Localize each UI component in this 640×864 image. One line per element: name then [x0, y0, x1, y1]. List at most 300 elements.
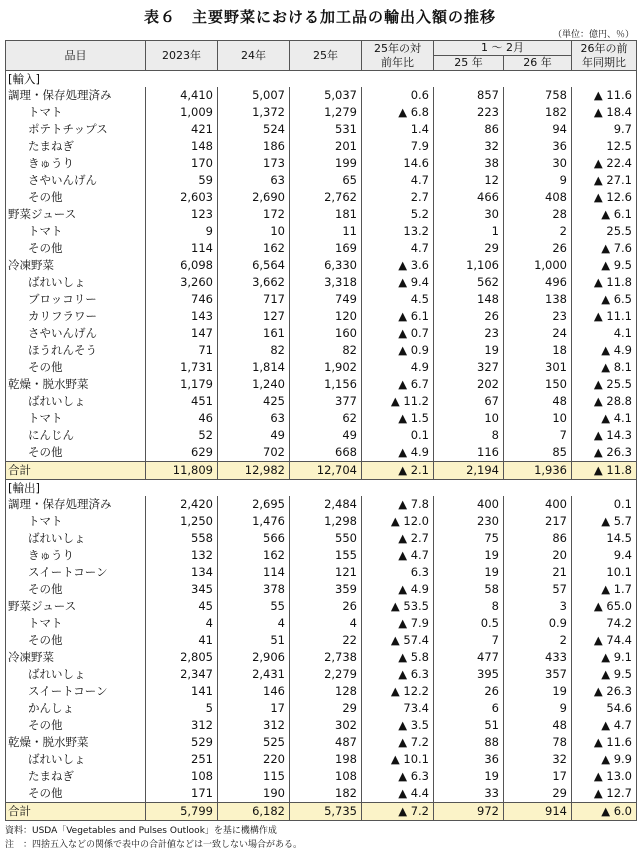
table-row [6, 513, 637, 530]
header-jf-yoy-line1: 26年の前 [580, 41, 628, 55]
cell-value: ▲ 4.4 [362, 785, 434, 803]
cell-value: 758 [504, 87, 572, 104]
cell-value: 26 [434, 683, 504, 700]
cell-value: ▲ 6.3 [362, 666, 434, 683]
cell-value: ▲ 4.1 [572, 410, 637, 427]
footnote: 注 ：四捨五入などの関係で表中の合計値などは一致しない場合がある。 [5, 840, 303, 850]
cell-value: 400 [504, 496, 572, 513]
cell-value: ▲ 1.7 [572, 581, 637, 598]
cell-value: 1,936 [504, 462, 572, 480]
cell-value: 562 [434, 274, 504, 291]
cell-value: 0.6 [362, 87, 434, 104]
cell-value: ▲ 5.7 [572, 513, 637, 530]
cell-value: 12.5 [572, 138, 637, 155]
cell-value: 10 [218, 223, 290, 240]
row-label: トマト [6, 104, 146, 121]
table-row [6, 155, 637, 172]
table-row [6, 751, 637, 768]
cell-value: ▲ 4.9 [362, 444, 434, 462]
row-label: ブロッコリー [6, 291, 146, 308]
table-row [6, 683, 637, 700]
cell-value: 4 [146, 615, 218, 632]
row-label: ほうれんそう [6, 342, 146, 359]
cell-value: 1,902 [290, 359, 362, 376]
cell-value: 121 [290, 564, 362, 581]
cell-value: 566 [218, 530, 290, 547]
cell-value: 57 [504, 581, 572, 598]
cell-value: ▲ 4.9 [362, 581, 434, 598]
cell-value: 170 [146, 155, 218, 172]
row-label: その他 [6, 785, 146, 803]
cell-value: 7 [434, 632, 504, 649]
cell-value: 4.1 [572, 325, 637, 342]
cell-value: 1,009 [146, 104, 218, 121]
cell-value: 1,476 [218, 513, 290, 530]
table-row [6, 717, 637, 734]
cell-value: 1.4 [362, 121, 434, 138]
cell-value: 162 [218, 547, 290, 564]
cell-value: 312 [218, 717, 290, 734]
cell-value: 9 [504, 172, 572, 189]
cell-value: ▲ 10.1 [362, 751, 434, 768]
cell-value: 172 [218, 206, 290, 223]
cell-value: 378 [218, 581, 290, 598]
cell-value: 120 [290, 308, 362, 325]
cell-value: 162 [218, 240, 290, 257]
cell-value: 2,279 [290, 666, 362, 683]
cell-value: 75 [434, 530, 504, 547]
cell-value: 9 [504, 700, 572, 717]
cell-value: 23 [504, 308, 572, 325]
row-label: きゅうり [6, 547, 146, 564]
header-item: 品目 [6, 41, 146, 71]
cell-value: ▲ 7.2 [362, 734, 434, 751]
cell-value: 7 [504, 427, 572, 444]
cell-value: 4.7 [362, 240, 434, 257]
cell-value: 22 [290, 632, 362, 649]
cell-value: 12,704 [290, 462, 362, 480]
cell-value: 21 [504, 564, 572, 581]
cell-value: 0.1 [362, 427, 434, 444]
cell-value: ▲ 6.3 [362, 768, 434, 785]
row-label: スイートコーン [6, 683, 146, 700]
cell-value: 202 [434, 376, 504, 393]
cell-value: ▲ 65.0 [572, 598, 637, 615]
cell-value: 746 [146, 291, 218, 308]
cell-value: 58 [434, 581, 504, 598]
cell-value: 524 [218, 121, 290, 138]
cell-value: 41 [146, 632, 218, 649]
cell-value: 359 [290, 581, 362, 598]
export-section-label: [輸出] [6, 480, 637, 497]
cell-value: 173 [218, 155, 290, 172]
cell-value: ▲ 12.6 [572, 189, 637, 206]
row-label: その他 [6, 189, 146, 206]
cell-value: ▲ 22.4 [572, 155, 637, 172]
cell-value: 400 [434, 496, 504, 513]
table-row [6, 547, 637, 564]
table-row [6, 734, 637, 751]
cell-value: 26 [290, 598, 362, 615]
cell-value: 26 [434, 308, 504, 325]
table-row [6, 257, 637, 274]
cell-value: 2,347 [146, 666, 218, 683]
cell-value: 19 [434, 768, 504, 785]
cell-value: 4.5 [362, 291, 434, 308]
cell-value: 357 [504, 666, 572, 683]
cell-value: ▲ 11.2 [362, 393, 434, 410]
cell-value: 2,690 [218, 189, 290, 206]
table-row [6, 342, 637, 359]
cell-value: ▲ 6.5 [572, 291, 637, 308]
row-label: トマト [6, 615, 146, 632]
cell-value: 550 [290, 530, 362, 547]
cell-value: 201 [290, 138, 362, 155]
cell-value: 1,250 [146, 513, 218, 530]
cell-value: 230 [434, 513, 504, 530]
cell-value: 2,695 [218, 496, 290, 513]
cell-value: 302 [290, 717, 362, 734]
cell-value: 6,330 [290, 257, 362, 274]
cell-value: 531 [290, 121, 362, 138]
cell-value: 3,260 [146, 274, 218, 291]
cell-value: 251 [146, 751, 218, 768]
cell-value: ▲ 25.5 [572, 376, 637, 393]
cell-value: 67 [434, 393, 504, 410]
cell-value: ▲ 11.8 [572, 462, 637, 480]
cell-value: ▲ 2.1 [362, 462, 434, 480]
cell-value: 45 [146, 598, 218, 615]
cell-value: 48 [504, 717, 572, 734]
cell-value: 52 [146, 427, 218, 444]
row-label: 合計 [6, 803, 146, 821]
cell-value: ▲ 9.4 [362, 274, 434, 291]
cell-value: ▲ 11.8 [572, 274, 637, 291]
source-note: 資料：USDA「Vegetables and Pulses Outlook」を基に機構作成 [5, 826, 277, 836]
cell-value: ▲ 6.1 [572, 206, 637, 223]
cell-value: 29 [290, 700, 362, 717]
cell-value: 138 [504, 291, 572, 308]
table-title: 表６ 主要野菜における加工品の輸出入額の推移 [143, 8, 496, 26]
cell-value: 377 [290, 393, 362, 410]
row-label: ばれいしょ [6, 751, 146, 768]
cell-value: 32 [504, 751, 572, 768]
cell-value: ▲ 7.8 [362, 496, 434, 513]
cell-value: 220 [218, 751, 290, 768]
header-yoy [362, 41, 434, 71]
cell-value: 114 [146, 240, 218, 257]
cell-value: 9.4 [572, 547, 637, 564]
cell-value: 18 [504, 342, 572, 359]
cell-value: 2.7 [362, 189, 434, 206]
export-section-row [6, 480, 637, 497]
cell-value: 86 [504, 530, 572, 547]
row-label: その他 [6, 632, 146, 649]
cell-value: 496 [504, 274, 572, 291]
cell-value: ▲ 11.1 [572, 308, 637, 325]
table-row [6, 325, 637, 342]
cell-value: 5 [146, 700, 218, 717]
row-label: 乾燥・脱水野菜 [6, 734, 146, 751]
cell-value: 717 [218, 291, 290, 308]
table-row [6, 564, 637, 581]
cell-value: 11,809 [146, 462, 218, 480]
table-row [6, 598, 637, 615]
cell-value: 0.9 [504, 615, 572, 632]
cell-value: 82 [218, 342, 290, 359]
cell-value: ▲ 14.3 [572, 427, 637, 444]
cell-value: ▲ 27.1 [572, 172, 637, 189]
cell-value: 198 [290, 751, 362, 768]
cell-value: ▲ 9.5 [572, 666, 637, 683]
cell-value: 14.5 [572, 530, 637, 547]
cell-value: 529 [146, 734, 218, 751]
cell-value: 30 [504, 155, 572, 172]
cell-value: 134 [146, 564, 218, 581]
header-yoy-line2: 前年比 [381, 55, 414, 69]
header-jf25: 25 年 [434, 56, 504, 71]
cell-value: 477 [434, 649, 504, 666]
row-label: スイートコーン [6, 564, 146, 581]
cell-value: 1,298 [290, 513, 362, 530]
cell-value: 127 [218, 308, 290, 325]
cell-value: 161 [218, 325, 290, 342]
cell-value: 668 [290, 444, 362, 462]
table-row [6, 768, 637, 785]
table-row [6, 530, 637, 547]
table-row [6, 274, 637, 291]
cell-value: ▲ 8.1 [572, 359, 637, 376]
cell-value: 108 [146, 768, 218, 785]
cell-value: 19 [434, 564, 504, 581]
row-label: ばれいしょ [6, 666, 146, 683]
table-row [6, 581, 637, 598]
cell-value: 141 [146, 683, 218, 700]
row-label: その他 [6, 581, 146, 598]
cell-value: 312 [146, 717, 218, 734]
cell-value: 181 [290, 206, 362, 223]
cell-value: 38 [434, 155, 504, 172]
cell-value: 629 [146, 444, 218, 462]
cell-value: ▲ 74.4 [572, 632, 637, 649]
cell-value: 972 [434, 803, 504, 821]
row-label: かんしょ [6, 700, 146, 717]
notes [5, 824, 302, 852]
cell-value: 1,179 [146, 376, 218, 393]
row-label: さやいんげん [6, 325, 146, 342]
header-2023: 2023年 [146, 41, 218, 71]
cell-value: 421 [146, 121, 218, 138]
cell-value: 88 [434, 734, 504, 751]
cell-value: ▲ 53.5 [362, 598, 434, 615]
cell-value: 11 [290, 223, 362, 240]
row-label: にんじん [6, 427, 146, 444]
cell-value: 914 [504, 803, 572, 821]
cell-value: 1,156 [290, 376, 362, 393]
cell-value: ▲ 26.3 [572, 683, 637, 700]
row-label: トマト [6, 513, 146, 530]
cell-value: 146 [218, 683, 290, 700]
row-label: さやいんげん [6, 172, 146, 189]
header-yoy-line1: 25年の対 [374, 41, 421, 55]
table-row [6, 427, 637, 444]
cell-value: 48 [504, 393, 572, 410]
cell-value: 182 [290, 785, 362, 803]
header-jf-yoy-line2: 年同期比 [582, 55, 626, 69]
cell-value: 2,738 [290, 649, 362, 666]
cell-value: 2 [504, 223, 572, 240]
cell-value: 73.4 [362, 700, 434, 717]
table-row [6, 496, 637, 513]
row-label: きゅうり [6, 155, 146, 172]
cell-value: 2,805 [146, 649, 218, 666]
cell-value: 82 [290, 342, 362, 359]
cell-value: 29 [434, 240, 504, 257]
table-row [6, 632, 637, 649]
cell-value: 14.6 [362, 155, 434, 172]
cell-value: 25.5 [572, 223, 637, 240]
cell-value: 63 [218, 172, 290, 189]
cell-value: 5.2 [362, 206, 434, 223]
row-label: 冷凍野菜 [6, 649, 146, 666]
row-label: ばれいしょ [6, 274, 146, 291]
table-row [6, 444, 637, 462]
cell-value: 4,410 [146, 87, 218, 104]
cell-value: ▲ 0.9 [362, 342, 434, 359]
row-label: ポテトチップス [6, 121, 146, 138]
cell-value: 19 [434, 547, 504, 564]
trade-table [5, 40, 637, 821]
cell-value: 171 [146, 785, 218, 803]
row-label: たまねぎ [6, 138, 146, 155]
cell-value: 433 [504, 649, 572, 666]
cell-value: ▲ 12.7 [572, 785, 637, 803]
row-label: 乾燥・脱水野菜 [6, 376, 146, 393]
cell-value: ▲ 9.5 [572, 257, 637, 274]
cell-value: 4.7 [362, 172, 434, 189]
cell-value: 3,662 [218, 274, 290, 291]
cell-value: 3 [504, 598, 572, 615]
cell-value: 148 [146, 138, 218, 155]
cell-value: 150 [504, 376, 572, 393]
cell-value: 26 [504, 240, 572, 257]
table-row [6, 666, 637, 683]
table-row [6, 104, 637, 121]
cell-value: 5,037 [290, 87, 362, 104]
table-row [6, 87, 637, 104]
cell-value: 4 [218, 615, 290, 632]
cell-value: 466 [434, 189, 504, 206]
table-row [6, 189, 637, 206]
cell-value: 49 [218, 427, 290, 444]
cell-value: 51 [434, 717, 504, 734]
cell-value: 525 [218, 734, 290, 751]
cell-value: 1,279 [290, 104, 362, 121]
table-row [6, 615, 637, 632]
cell-value: ▲ 7.2 [362, 803, 434, 821]
header-jf-yoy [572, 41, 637, 71]
cell-value: 5,735 [290, 803, 362, 821]
cell-value: 301 [504, 359, 572, 376]
table-row [6, 291, 637, 308]
cell-value: 19 [504, 683, 572, 700]
cell-value: 217 [504, 513, 572, 530]
header-jan-feb: 1 〜 2月 [434, 41, 572, 56]
cell-value: ▲ 9.9 [572, 751, 637, 768]
cell-value: 0.1 [572, 496, 637, 513]
cell-value: 169 [290, 240, 362, 257]
row-label: トマト [6, 223, 146, 240]
cell-value: 190 [218, 785, 290, 803]
cell-value: 2,906 [218, 649, 290, 666]
table-row [6, 785, 637, 803]
cell-value: 17 [218, 700, 290, 717]
cell-value: ▲ 0.7 [362, 325, 434, 342]
cell-value: 408 [504, 189, 572, 206]
cell-value: 8 [434, 598, 504, 615]
cell-value: 4.9 [362, 359, 434, 376]
cell-value: 2,762 [290, 189, 362, 206]
cell-value: 143 [146, 308, 218, 325]
table-row [6, 308, 637, 325]
cell-value: 395 [434, 666, 504, 683]
row-label: 冷凍野菜 [6, 257, 146, 274]
cell-value: ▲ 6.8 [362, 104, 434, 121]
table-row [6, 223, 637, 240]
cell-value: ▲ 26.3 [572, 444, 637, 462]
cell-value: 28 [504, 206, 572, 223]
cell-value: 63 [218, 410, 290, 427]
cell-value: 6.3 [362, 564, 434, 581]
cell-value: 223 [434, 104, 504, 121]
cell-value: 487 [290, 734, 362, 751]
cell-value: ▲ 12.0 [362, 513, 434, 530]
cell-value: 857 [434, 87, 504, 104]
cell-value: 49 [290, 427, 362, 444]
table-row [6, 240, 637, 257]
cell-value: 114 [218, 564, 290, 581]
cell-value: 62 [290, 410, 362, 427]
cell-value: 1,106 [434, 257, 504, 274]
table-row [6, 172, 637, 189]
cell-value: 160 [290, 325, 362, 342]
table-row [6, 138, 637, 155]
cell-value: 5,799 [146, 803, 218, 821]
cell-value: 10 [504, 410, 572, 427]
cell-value: 24 [504, 325, 572, 342]
cell-value: 9.7 [572, 121, 637, 138]
cell-value: 59 [146, 172, 218, 189]
cell-value: 182 [504, 104, 572, 121]
cell-value: ▲ 6.7 [362, 376, 434, 393]
cell-value: 36 [434, 751, 504, 768]
unit-note: （単位：億円、％） [552, 30, 634, 40]
cell-value: ▲ 5.8 [362, 649, 434, 666]
cell-value: 6,182 [218, 803, 290, 821]
cell-value: 147 [146, 325, 218, 342]
cell-value: 2 [504, 632, 572, 649]
cell-value: 12 [434, 172, 504, 189]
cell-value: 2,603 [146, 189, 218, 206]
row-label: ばれいしょ [6, 393, 146, 410]
header-25: 25年 [290, 41, 362, 71]
cell-value: 7.9 [362, 138, 434, 155]
cell-value: 155 [290, 547, 362, 564]
row-label: その他 [6, 717, 146, 734]
cell-value: 4 [290, 615, 362, 632]
total-row [6, 803, 637, 821]
row-label: たまねぎ [6, 768, 146, 785]
